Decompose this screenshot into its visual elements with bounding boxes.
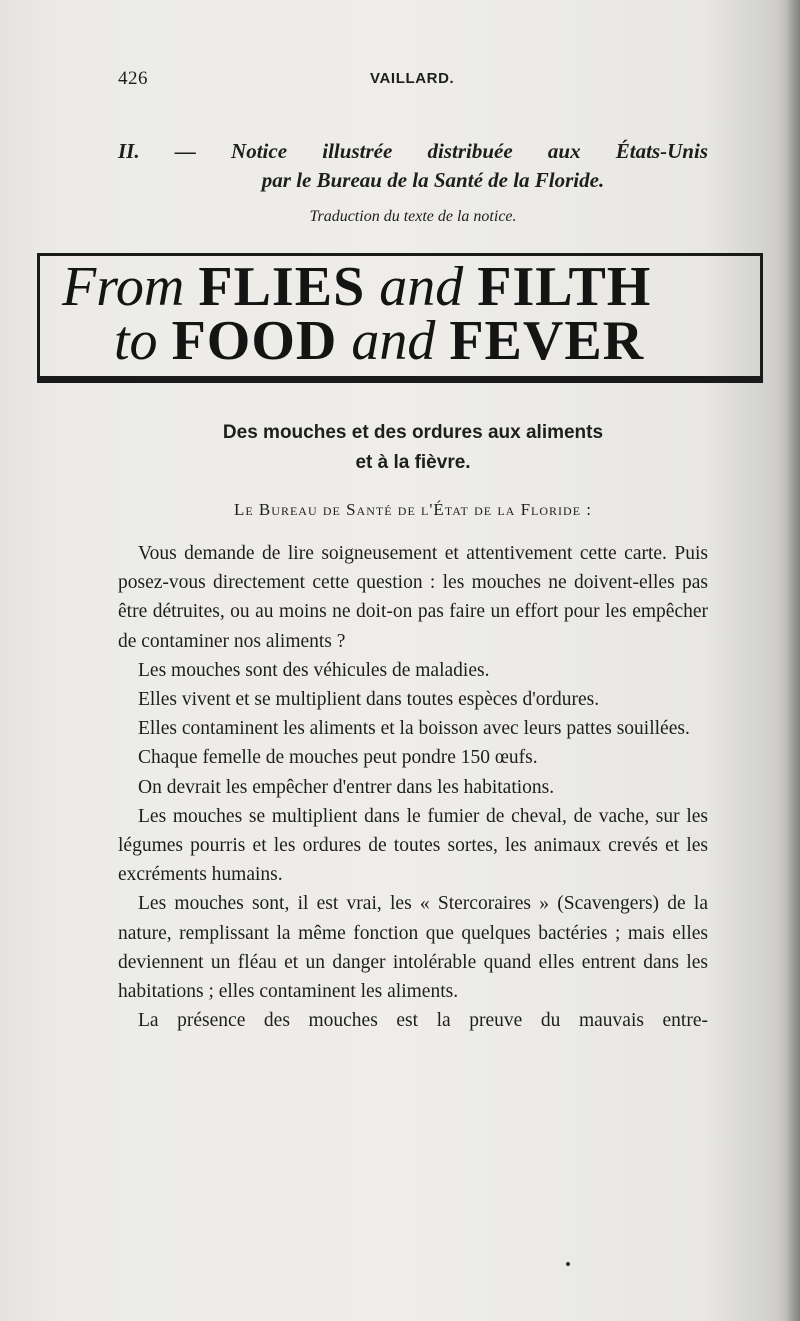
paragraph: Vous demande de lire soigneusement et attentivement cette carte. Puis posez-vous directement cette question : les mouches ne doivent-elles pas être détruites, ou au moins ne doit-on pas faire un effort pour les empêcher de contaminer nos aliments ? [118, 543, 708, 652]
bureau-heading: Le Bureau de Santé de l'État de la Floride : [233, 500, 593, 519]
banner-word: and [379, 256, 464, 318]
banner-line-2 [114, 308, 644, 374]
paragraph: La présence des mouches est la preuve du mauvais entre- [138, 1010, 708, 1032]
banner-word: to [114, 310, 158, 372]
paragraph: Elles contaminent les aliments et la boisson avec leurs pattes souillées. [138, 718, 690, 740]
banner-translation-line-1: Des mouches et des ordures aux aliments [222, 422, 604, 443]
running-title: VAILLARD. [370, 70, 455, 87]
section-title-line-2: par le Bureau de la Santé de la Floride. [261, 168, 605, 192]
paragraph: Les mouches sont, il est vrai, les « Stercoraires » (Scavengers) de la nature, remplissant la même fonction que quelques bactéries ; mais elles deviennent un fléau et un danger intolérable quand elles entrent dans les habitations ; elles contaminent les aliments. [118, 893, 708, 1003]
paragraph: Chaque femelle de mouches peut pondre 150 œufs. [138, 747, 538, 769]
banner-word: From [62, 256, 185, 318]
section-title-line-1: II. — Notice illustrée distribuée aux États-Unis [118, 139, 708, 163]
translation-note: Traduction du texte de la notice. [309, 208, 517, 225]
ink-speck [566, 1262, 570, 1266]
page-edge-shadow [786, 0, 800, 1321]
notice-body [118, 539, 708, 1035]
section-title [118, 137, 708, 195]
banner-word: FLIES [198, 256, 366, 318]
banner-word: FEVER [449, 310, 645, 372]
notice-banner [37, 253, 763, 379]
banner-translation-line-2: et à la fièvre. [355, 452, 471, 473]
banner-word: and [351, 310, 436, 372]
paragraph: Les mouches se multiplient dans le fumier de cheval, de vache, sur les légumes pourris et les ordures de toutes sortes, les animaux crevés et les excréments humains. [118, 805, 708, 886]
paragraph: Elles vivent et se multiplient dans toutes espèces d'ordures. [138, 689, 600, 711]
page-number: 426 [118, 68, 148, 89]
paragraph: On devrait les empêcher d'entrer dans les habitations. [138, 776, 555, 798]
banner-word: FOOD [171, 310, 338, 372]
banner-translation [118, 418, 708, 478]
banner-word: FILTH [477, 256, 652, 318]
paragraph: Les mouches sont des véhicules de maladies. [138, 659, 490, 681]
running-header [118, 68, 708, 96]
